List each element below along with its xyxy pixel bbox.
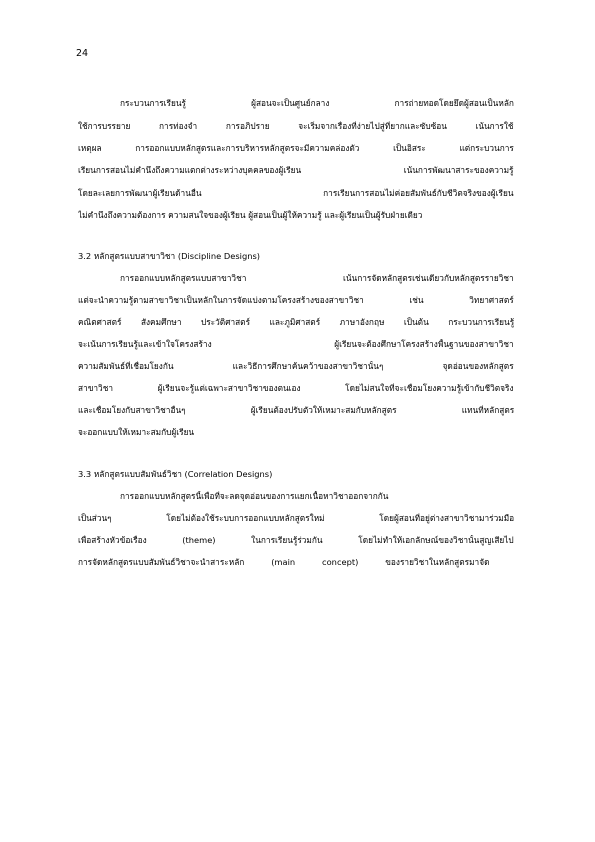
paragraph-line: การจัดหลักสูตรแบบสัมพันธ์วิชาจะนำสาระหลัก (main concept) ของรายวิชาในหลักสูตรมาจัด: [78, 557, 490, 567]
paragraph-line: ไม่คำนึงถึงความต้องการ ความสนใจของผู้เรียน ผู้สอนเป็นผู้ให้ความรู้ และผู้เรียนเป็นผู้รับฝ่ายเดียว: [78, 210, 423, 220]
paragraph-line: เหตุผล การออกแบบหลักสูตรและการบริหารหลักสูตรจะมีความคล่องตัว เป็นอิสระ แต่กระบวนการ: [78, 143, 514, 153]
paragraph-line: ความสัมพันธ์ที่เชื่อมโยงกัน และวิธีการศึกษาค้นคว้าของสาขาวิชานั้นๆ จุดอ่อนของหลักสูตร: [78, 361, 514, 371]
page-number: 24: [76, 48, 89, 59]
paragraph-line: การออกแบบหลักสูตรแบบสาขาวิชา เน้นการจัดหลักสูตรเช่นเดียวกับหลักสูตรรายวิชา: [120, 273, 514, 283]
paragraph-line: จะเน้นการเรียนรู้และเข้าใจโครงสร้าง ผู้เรียนจะต้องศึกษาโครงสร้างพื้นฐานของสาขาวิชา: [78, 339, 514, 349]
section-heading-3-2: 3.2 หลักสูตรแบบสาขาวิชา (Discipline Designs): [78, 251, 261, 261]
paragraph-line: ใช้การบรรยาย การท่องจำ การอภิปราย จะเริ่มจากเรื่องที่ง่ายไปสู่ที่ยากและซับซ้อน เน้นการใช้: [78, 121, 514, 131]
paragraph-line: จะออกแบบให้เหมาะสมกับผู้เรียน: [78, 427, 195, 437]
paragraph-line: เรียนการสอนไม่คำนึงถึงความแตกต่างระหว่างบุคคลของผู้เรียน เน้นการพัฒนาสาระของความรู้: [78, 165, 514, 175]
paragraph-line: กระบวนการเรียนรู้ ผู้สอนจะเป็นศูนย์กลาง การถ่ายทอดโดยยึดผู้สอนเป็นหลัก: [120, 98, 514, 108]
paragraph-line: คณิตศาสตร์ สังคมศึกษา ประวัติศาสตร์ และภูมิศาสตร์ ภาษาอังกฤษ เป็นต้น กระบวนการเรียนรู้: [78, 317, 514, 327]
paragraph-line: เป็นส่วนๆ โดยไม่ต้องใช้ระบบการออกแบบหลักสูตรใหม่ โดยผู้สอนที่อยู่ต่างสาขาวิชามาร่วมมือ: [78, 513, 514, 523]
paragraph-line: การออกแบบหลักสูตรนี้เพื่อที่จะลดจุดอ่อนของการแยกเนื้อหาวิชาออกจากกัน: [120, 491, 389, 501]
section-heading-3-3: 3.3 หลักสูตรแบบสัมพันธ์วิชา (Correlation Designs): [78, 469, 273, 479]
paragraph-line: สาขาวิชา ผู้เรียนจะรู้แต่เฉพาะสาขาวิชาของตนเอง โดยไม่สนใจที่จะเชื่อมโยงความรู้เข้ากับชีวิตจริง: [78, 383, 514, 393]
paragraph-line: เพื่อสร้างหัวข้อเรื่อง (theme) ในการเรียนรู้ร่วมกัน โดยไม่ทำให้เอกลักษณ์ของวิชานั้นสูญเสียไป: [78, 535, 514, 545]
paragraph-line: และเชื่อมโยงกับสาขาวิชาอื่นๆ ผู้เรียนต้องปรับตัวให้เหมาะสมกับหลักสูตร แทนที่หลักสูตร: [78, 405, 514, 415]
paragraph-line: แต่จะนำความรู้ตามสาขาวิชาเป็นหลักในการจัดแบ่งตามโครงสร้างของสาขาวิชา เช่น วิทยาศาสตร์: [78, 295, 514, 305]
paragraph-line: โดยละเลยการพัฒนาผู้เรียนด้านอื่น การเรียนการสอนไม่ค่อยสัมพันธ์กับชีวิตจริงของผู้เรียน: [78, 188, 514, 198]
